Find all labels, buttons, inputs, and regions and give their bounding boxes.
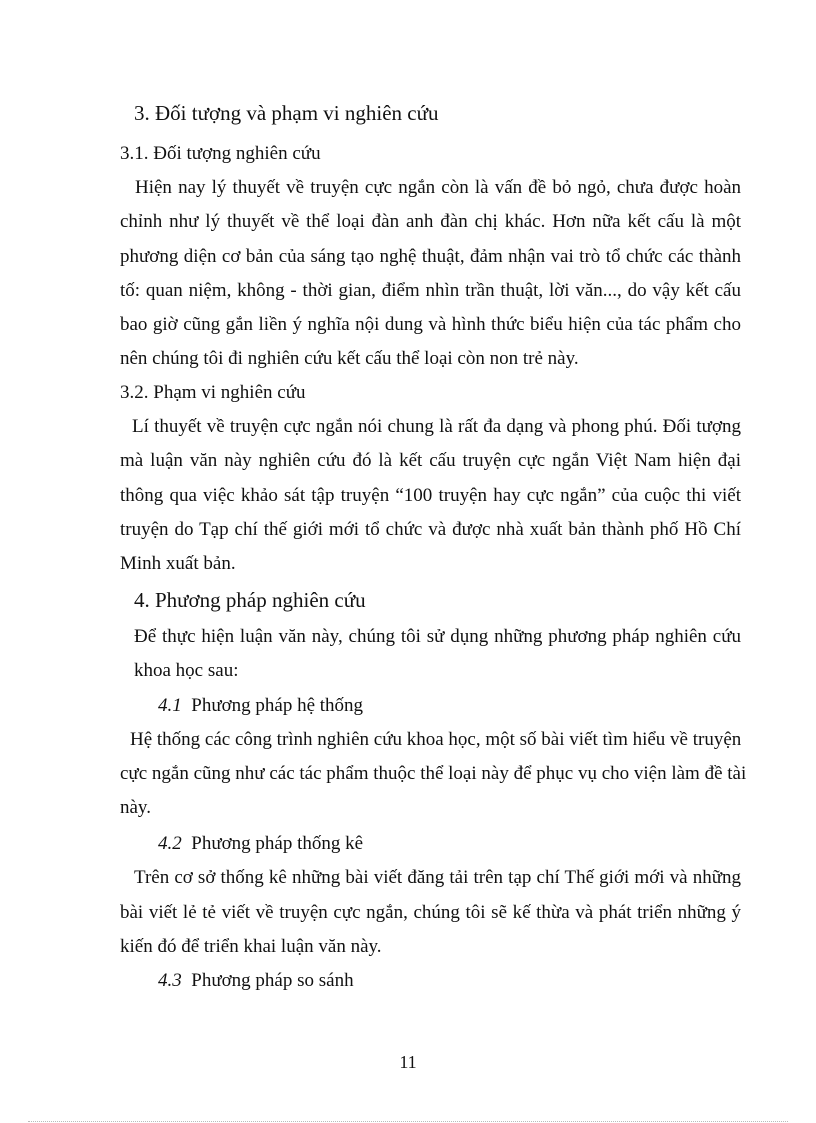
paragraph-line: mà luận văn này nghiên cứu đó là kết cấu truyện cực ngắn Việt Nam hiện đại [120, 450, 741, 471]
section-4-heading: 4. Phương pháp nghiên cứu [134, 588, 366, 612]
method-number: 4.2 [158, 833, 182, 854]
subsection-3-2-title: 3.2. Phạm vi nghiên cứu [120, 382, 306, 403]
paragraph-line: Để thực hiện luận văn này, chúng tôi sử dụng những phương pháp nghiên cứu [134, 626, 741, 647]
method-4-3-heading [158, 969, 354, 993]
paragraph-line: bao giờ cũng gắn liền ý nghĩa nội dung và hình thức biểu hiện của tác phẩm cho [120, 314, 741, 335]
method-number: 4.3 [158, 970, 182, 991]
paragraph-line: này. [120, 797, 151, 818]
method-title: Phương pháp hệ thống [191, 695, 364, 716]
paragraph-line: Hiện nay lý thuyết về truyện cực ngắn còn là vấn đề bỏ ngỏ, chưa được hoàn [135, 177, 741, 198]
paragraph-line: cực ngắn cũng như các tác phẩm thuộc thể loại này để phục vụ cho viện làm đề tài [120, 763, 747, 784]
method-title: Phương pháp thống kê [191, 833, 364, 854]
subsection-3-1-title: 3.1. Đối tượng nghiên cứu [120, 143, 321, 164]
method-title: Phương pháp so sánh [191, 970, 354, 991]
paragraph-line: Hệ thống các công trình nghiên cứu khoa học, một số bài viết tìm hiểu về truyện [130, 729, 742, 750]
paragraph-line: kiến đó để triển khai luận văn này. [120, 936, 382, 957]
paragraph-line: truyện do Tạp chí thế giới mới tổ chức và được nhà xuất bản thành phố Hồ Chí [120, 519, 741, 540]
page-number: 11 [399, 1052, 417, 1072]
paragraph-line: khoa học sau: [134, 660, 239, 681]
method-4-2-heading [158, 832, 363, 856]
section-3-heading: 3. Đối tượng và phạm vi nghiên cứu [134, 101, 439, 125]
paragraph-line: Lí thuyết về truyện cực ngắn nói chung là rất đa dạng và phong phú. Đối tượng [132, 416, 741, 437]
method-number: 4.1 [158, 695, 182, 716]
paragraph-line: Trên cơ sở thống kê những bài viết đăng tải trên tạp chí Thế giới mới và những [134, 867, 741, 888]
paragraph-line: tố: quan niệm, không - thời gian, điểm nhìn trần thuật, lời văn..., do vậy kết cấu [120, 280, 741, 301]
paragraph-line: chỉnh như lý thuyết về thể loại đàn anh đàn chị khác. Hơn nữa kết cấu là một [120, 211, 741, 232]
page-bottom-divider [28, 1121, 788, 1122]
paragraph-line: nên chúng tôi đi nghiên cứu kết cấu thể loại còn non trẻ này. [120, 348, 579, 369]
paragraph-line: phương diện cơ bản của sáng tạo nghệ thuật, đảm nhận vai trò tổ chức các thành [120, 246, 741, 267]
paragraph-line: thông qua việc khảo sát tập truyện “100 truyện hay cực ngắn” của cuộc thi viết [120, 485, 741, 506]
paragraph-line: bài viết lẻ tẻ viết về truyện cực ngắn, chúng tôi sẽ kế thừa và phát triển những ý [120, 902, 741, 923]
method-4-1-heading [158, 694, 363, 718]
paragraph-line: Minh xuất bản. [120, 553, 236, 574]
